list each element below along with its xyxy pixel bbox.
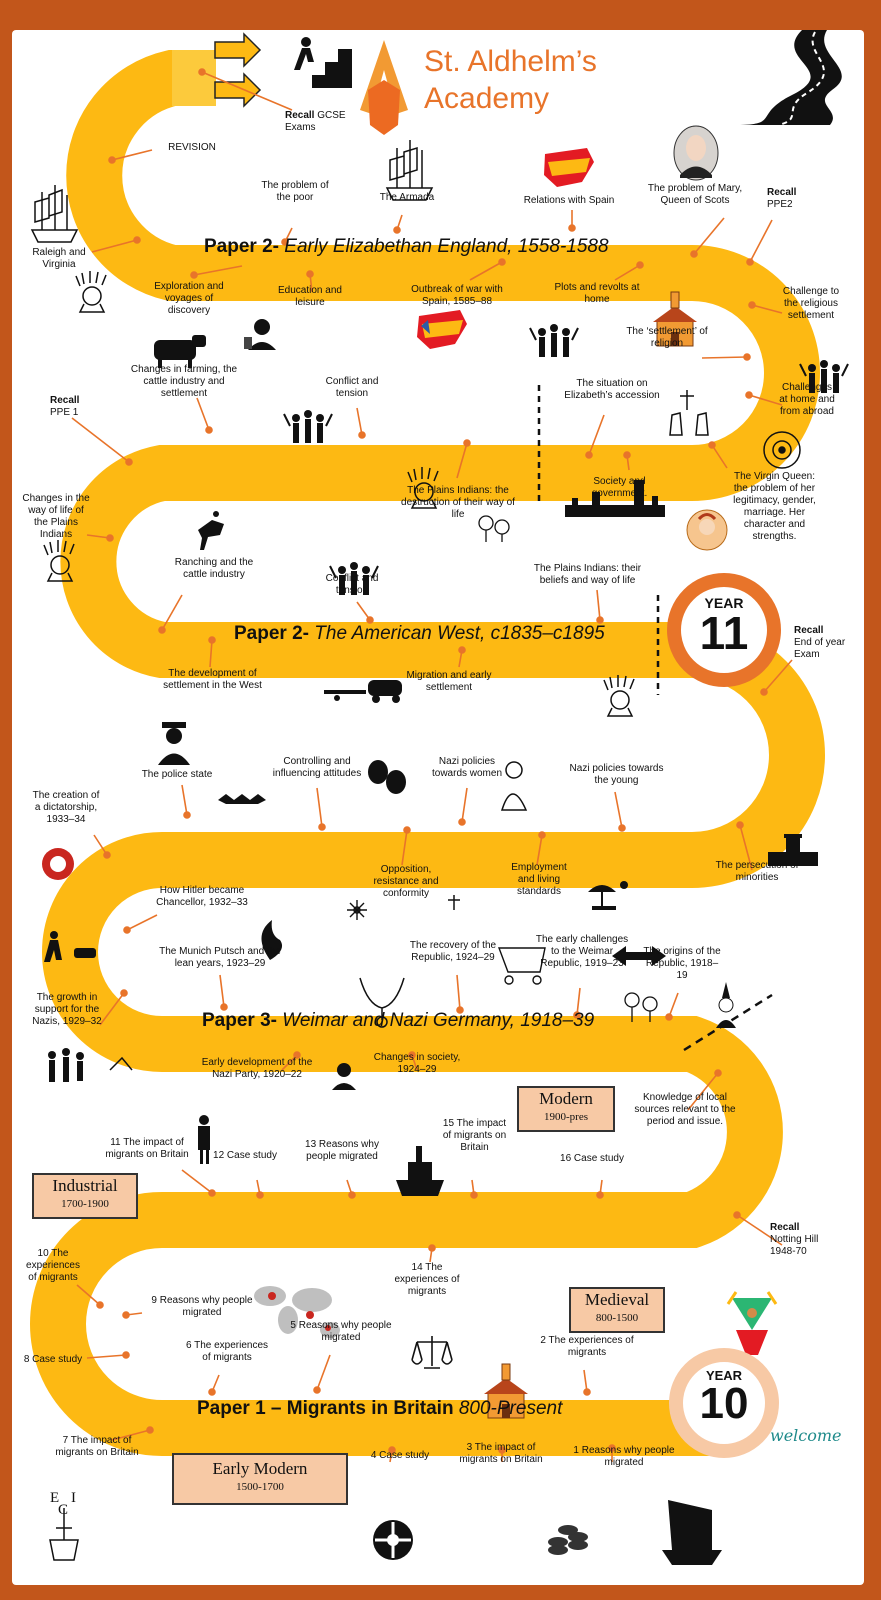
topic-conflict-2: Conflict and tension (325, 573, 379, 596)
topic-plains-destruction: The Plains Indians: the destruction of their way of life (401, 485, 515, 520)
year-11-badge (667, 573, 781, 687)
academy-logo-icon (360, 40, 408, 135)
topic-m3: 3 The impact of migrants on Britain (459, 1442, 543, 1465)
spain-map-icon (417, 310, 467, 349)
police-officer-icon (158, 722, 190, 765)
winding-road-icon (734, 30, 842, 125)
topic-changes-plains: Changes in the way of life of the Plains Indians (22, 493, 90, 540)
era-name: Early Modern (212, 1459, 308, 1478)
kaiser-icon (716, 982, 736, 1028)
topic-accession: The situation on Elizabeth’s accession (564, 378, 660, 401)
scales-justice-icon (412, 1336, 452, 1368)
era-modern (517, 1086, 615, 1132)
topic-outbreak-war: Outbreak of war with Spain, 1585–88 (411, 284, 503, 307)
topic-settlement-religion: The ‘settlement’ of religion (626, 326, 708, 349)
cross-icon (448, 895, 460, 910)
year-label: YEAR (705, 1368, 743, 1383)
recall-ppe2: Recall PPE2 (767, 187, 797, 210)
topic-m14: 14 The experiences of migrants (394, 1262, 460, 1297)
theatre-masks-icon (368, 760, 406, 794)
topic-m4: 4 Case study (370, 1450, 430, 1461)
roadmap-canvas (12, 30, 864, 1585)
topic-religious-challenge: Challenge to the religious settlement (782, 286, 840, 321)
year-number: 10 (699, 1379, 749, 1428)
topic-migration-settlement: Migration and early settlement (406, 670, 492, 693)
topic-munich-putsch: The Munich Putsch and the lean years, 1923–29 (159, 946, 281, 969)
recall-gcse: Recall GCSE Exams (285, 110, 346, 133)
paper-title-migrants: Paper 1 – Migrants in Britain 800-Present (197, 1398, 563, 1419)
era-industrial (32, 1173, 138, 1219)
topic-m2: 2 The experiences of migrants (540, 1335, 634, 1358)
topic-growth-support: The growth in support for the Nazis, 1929–32 (32, 992, 102, 1027)
topic-education: Education and leisure (278, 285, 342, 308)
topic-farming: Changes in farming, the cattle industry and settlement (130, 364, 238, 399)
topic-changes-society: Changes in society, 1924–29 (373, 1052, 461, 1075)
era-dates: 1700-1900 (61, 1198, 109, 1210)
topic-development-settlement: The development of settlement in the West (163, 668, 262, 691)
paper-title-american-west: Paper 2- The American West, c1835–c1895 (234, 623, 605, 644)
topic-poor: The problem of the poor (261, 180, 329, 203)
reader-icon (244, 319, 276, 350)
topic-early-challenges: The early challenges to the Weimar Republic, 1919–23 (535, 934, 629, 969)
topic-m10: 10 The experiences of migrants (26, 1248, 80, 1283)
topic-m7: 7 The impact of migrants on Britain (55, 1435, 139, 1458)
party-badge-icon (42, 848, 74, 880)
topic-raleigh: Raleigh and Virginia (32, 247, 86, 270)
celtic-shield-icon (373, 1520, 413, 1560)
topic-opposition: Opposition, resistance and conformity (373, 864, 439, 899)
school-name-line2: Academy (424, 82, 550, 115)
era-early-modern (172, 1453, 348, 1505)
topic-local-sources: Knowledge of local sources relevant to the period and issue. (634, 1092, 736, 1127)
topic-m15: 15 The impact of migrants on Britain (442, 1118, 507, 1153)
topic-nazi-young: Nazi policies towards the young (569, 763, 664, 786)
recall-ppe1: Recall PPE 1 (50, 395, 80, 418)
recall-notting-hill: Recall Notting Hill 1948-70 (770, 1222, 819, 1257)
year-label: YEAR (704, 595, 744, 611)
topic-m1: 1 Reasons why people migrated (573, 1445, 675, 1468)
ship-icon (387, 140, 432, 200)
native-headdress-icon (604, 675, 634, 716)
paper-title-elizabeth: Paper 2- Early Elizabethan England, 1558-1588 (204, 236, 609, 257)
topic-police-state: The police state (141, 769, 213, 780)
topic-m11: 11 The impact of migrants on Britain (105, 1137, 189, 1160)
topic-plains-beliefs: The Plains Indians: their beliefs and way of life (533, 563, 642, 586)
edelweiss-icon (347, 900, 367, 920)
topic-recovery-republic: The recovery of the Republic, 1924–29 (409, 940, 497, 963)
era-name: Medieval (584, 1290, 650, 1309)
topic-ranching: Ranching and the cattle industry (174, 557, 254, 580)
paper-title-germany: Paper 3- Weimar and Nazi Germany, 1918–39 (202, 1010, 595, 1031)
school-name-line1: St. Aldhelm’s (424, 45, 597, 78)
coins-icon (548, 1525, 588, 1555)
topic-mary: The problem of Mary, Queen of Scots (647, 183, 743, 206)
year-number: 11 (699, 607, 749, 659)
topic-spain: Relations with Spain (523, 195, 615, 206)
topic-plots: Plots and revolts at home (554, 282, 640, 305)
mary-queen-portrait-icon (674, 126, 718, 180)
topic-armada: The Armada (379, 192, 435, 203)
topic-dictatorship: The creation of a dictatorship, 1933–34 (32, 790, 100, 825)
carnival-dancer-icon (728, 1292, 776, 1355)
topic-persecution: The persecution of minorities (715, 860, 799, 883)
era-dates: 1900-pres (544, 1111, 588, 1123)
topic-exploration: Exploration and voyages of discovery (154, 281, 224, 316)
topic-conflict-1: Conflict and tension (325, 376, 379, 399)
elizabeth-portrait-icon (687, 510, 727, 550)
stairs-climb-icon (294, 37, 352, 88)
topic-nazi-women: Nazi policies towards women (431, 756, 503, 779)
protest-group-icon (530, 324, 578, 357)
road-start-patch (172, 50, 216, 106)
topic-challenges-abroad: Challenges at home and from abroad (779, 382, 835, 417)
year-10-badge (669, 1348, 779, 1458)
native-headdress-icon (76, 271, 106, 312)
topic-hitler-chancellor: How Hitler became Chancellor, 1932–33 (156, 885, 248, 908)
horse-rider-icon (198, 511, 224, 550)
era-medieval (569, 1287, 665, 1333)
topic-controlling-attitudes: Controlling and influencing attitudes (272, 756, 362, 779)
protest-group-icon (284, 410, 332, 443)
topic-early-development: Early development of the Nazi Party, 1920–22 (201, 1057, 313, 1080)
viking-ship-icon (662, 1500, 722, 1565)
topic-m8: 8 Case study (23, 1354, 83, 1365)
topic-revision: REVISION (168, 142, 216, 153)
era-dates: 1500-1700 (236, 1481, 284, 1493)
recall-end-of-year: Recall End of year Exam (794, 625, 846, 660)
era-dates: 800-1500 (595, 1312, 639, 1324)
era-name: Modern (539, 1089, 593, 1108)
start-arrows-icon (215, 34, 260, 106)
steamship-icon (396, 1146, 444, 1196)
topic-virgin-queen: The Virgin Queen: the problem of her legitimacy, gender, marriage. Her character and strengths. (733, 471, 816, 542)
topic-m5: 5 Reasons why people migrated (290, 1320, 392, 1343)
topic-m16: 16 Case study (560, 1153, 624, 1164)
era-name: Industrial (52, 1176, 118, 1195)
topic-employment: Employment and living standards (511, 862, 567, 897)
topic-m6: 6 The experiences of migrants (185, 1340, 269, 1363)
cross-praying-icon (670, 390, 708, 435)
eagle-emblem-icon (218, 794, 266, 804)
topic-origins-republic: The origins of the Republic, 1918–19 (643, 946, 721, 981)
eic-text: E I C (50, 1490, 80, 1518)
topic-society-government: Society and government. (591, 476, 648, 499)
spain-map-icon (544, 148, 594, 187)
welcome-text: welcome (770, 1426, 842, 1445)
wagon-icon (324, 680, 402, 703)
topic-m9: 9 Reasons why people migrated (151, 1295, 253, 1318)
topic-m13: 13 Reasons why people migrated (305, 1139, 379, 1162)
topic-m12: 12 Case study (213, 1150, 277, 1161)
man-silhouette-icon (198, 1115, 210, 1164)
